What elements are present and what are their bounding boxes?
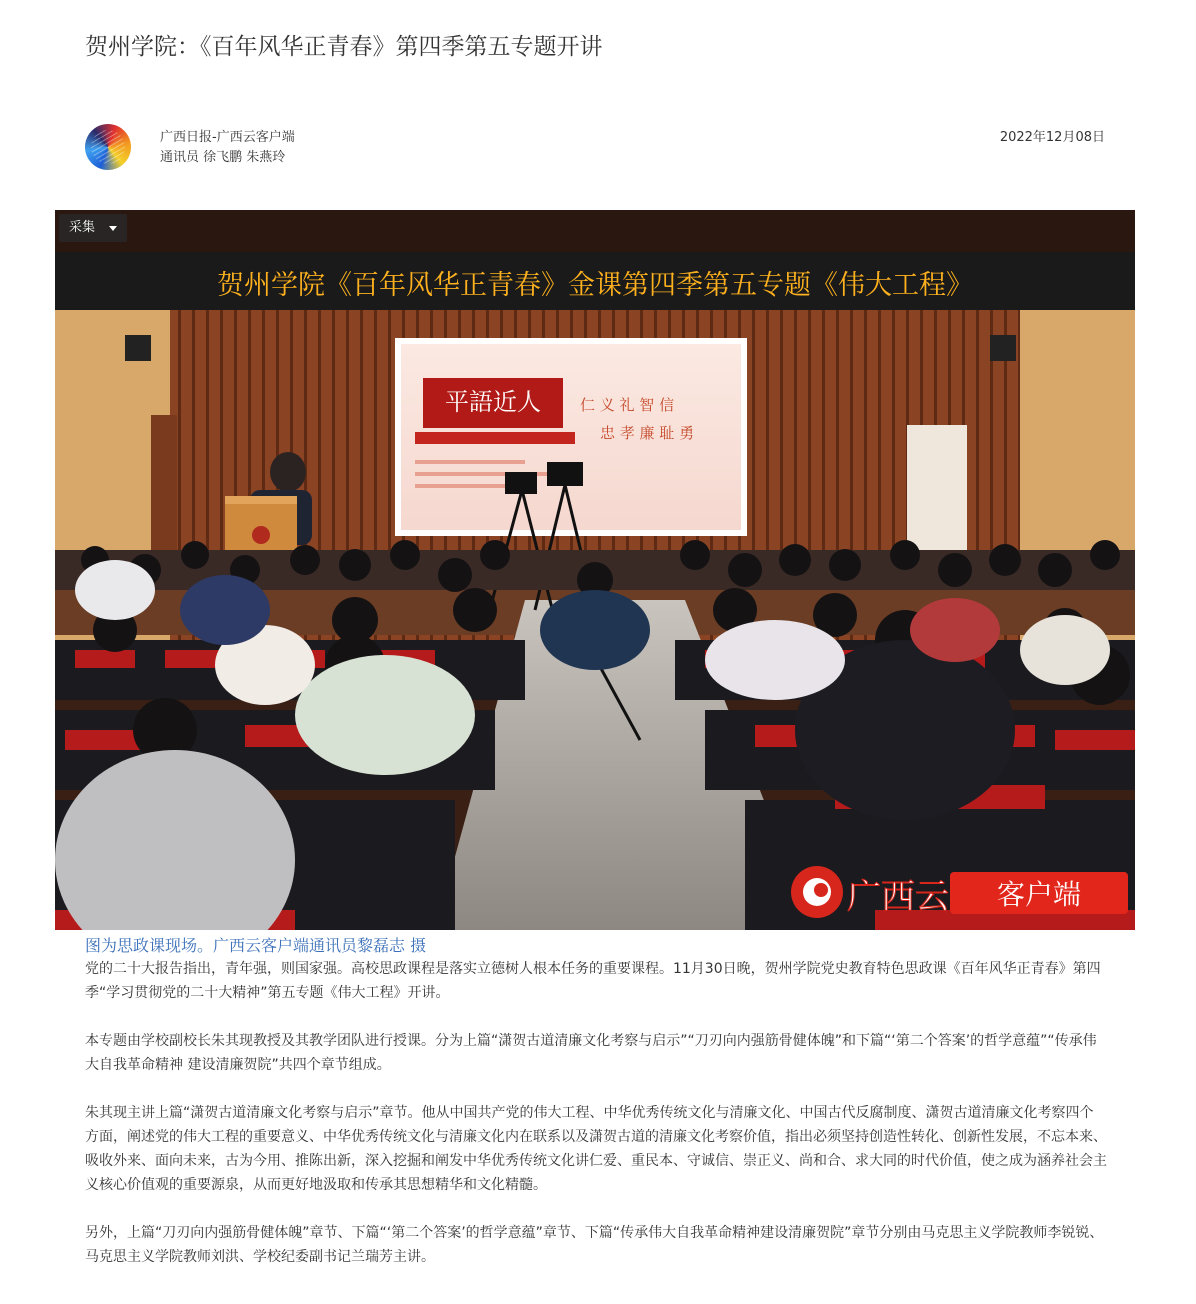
- chevron-down-icon: [109, 226, 117, 231]
- article-meta: [85, 124, 1105, 172]
- source-avatar[interactable]: [85, 124, 131, 170]
- watermark-text-1: 广西云: [847, 877, 949, 917]
- article-title: 贺州学院：《百年风华正青春》第四季第五专题开讲: [85, 34, 603, 60]
- article-authors: 通讯员 徐飞鹏 朱燕玲: [160, 150, 286, 165]
- collect-label: 采集: [69, 220, 96, 235]
- banner-text: 贺州学院《百年风华正青春》金课第四季第五专题《伟大工程》: [217, 270, 973, 301]
- article-photo: [55, 210, 1135, 930]
- paragraph-4: 另外，上篇“刀刃向内强筋骨健体魄”章节、下篇“‘第二个答案’的哲学意蕴”章节、下篇“传承伟大自我革命精神建设清廉贺院”章节分别由马克思主义学院教师李锐锐、马克思主义学院教师刘洪、学校纪委副书记兰瑞芳主讲。: [85, 1225, 1104, 1265]
- paragraph-2: 本专题由学校副校长朱其现教授及其教学团队进行授课。分为上篇“潇贺古道清廉文化考察与启示”“刀刃向内强筋骨健体魄”和下篇“‘第二个答案’的哲学意蕴”“传承伟大自我革命精神 建设清廉贺院”共四个章节组成。: [85, 1033, 1097, 1073]
- article-date: 2022年12月08日: [999, 130, 1105, 145]
- screen-line-2: 忠 孝 廉 耻 勇: [600, 424, 695, 442]
- photo-caption: 图为思政课现场。广西云客户端通讯员黎磊志 摄: [85, 936, 427, 955]
- collect-button[interactable]: [59, 214, 127, 242]
- watermark-text-2: 客户端: [996, 878, 1082, 911]
- lecture-hall-photo: [55, 210, 1135, 930]
- article-source[interactable]: 广西日报-广西云客户端: [160, 130, 295, 145]
- paragraph-1: 党的二十大报告指出，青年强，则国家强。高校思政课程是落实立德树人根本任务的重要课程。11月30日晚，贺州学院党史教育特色思政课《百年风华正青春》第四季“学习贯彻党的二十大精神”第五专题《伟大工程》开讲。: [85, 961, 1101, 1001]
- paragraph-3: 朱其现主讲上篇“潇贺古道清廉文化考察与启示”章节。他从中国共产党的伟大工程、中华优秀传统文化与清廉文化、中国古代反腐制度、潇贺古道清廉文化考察四个方面，阐述党的伟大工程的重要意义、中华优秀传统文化与清廉文化内在联系以及潇贺古道的清廉文化考察价值，指出必须坚持创造性转化、创新性发展，不忘本来、吸收外来、面向未来，古为今用、推陈出新，深入挖掘和阐发中华优秀传统文化讲仁爱、重民本、守诚信、崇正义、尚和合、求大同的时代价值，使之成为涵养社会主义核心价值观的重要源泉，从而更好地汲取和传承其思想精华和文化精髓。: [85, 1105, 1107, 1193]
- screen-logo-text: 平語近人: [445, 388, 541, 416]
- screen-line-1: 仁 义 礼 智 信: [580, 396, 675, 414]
